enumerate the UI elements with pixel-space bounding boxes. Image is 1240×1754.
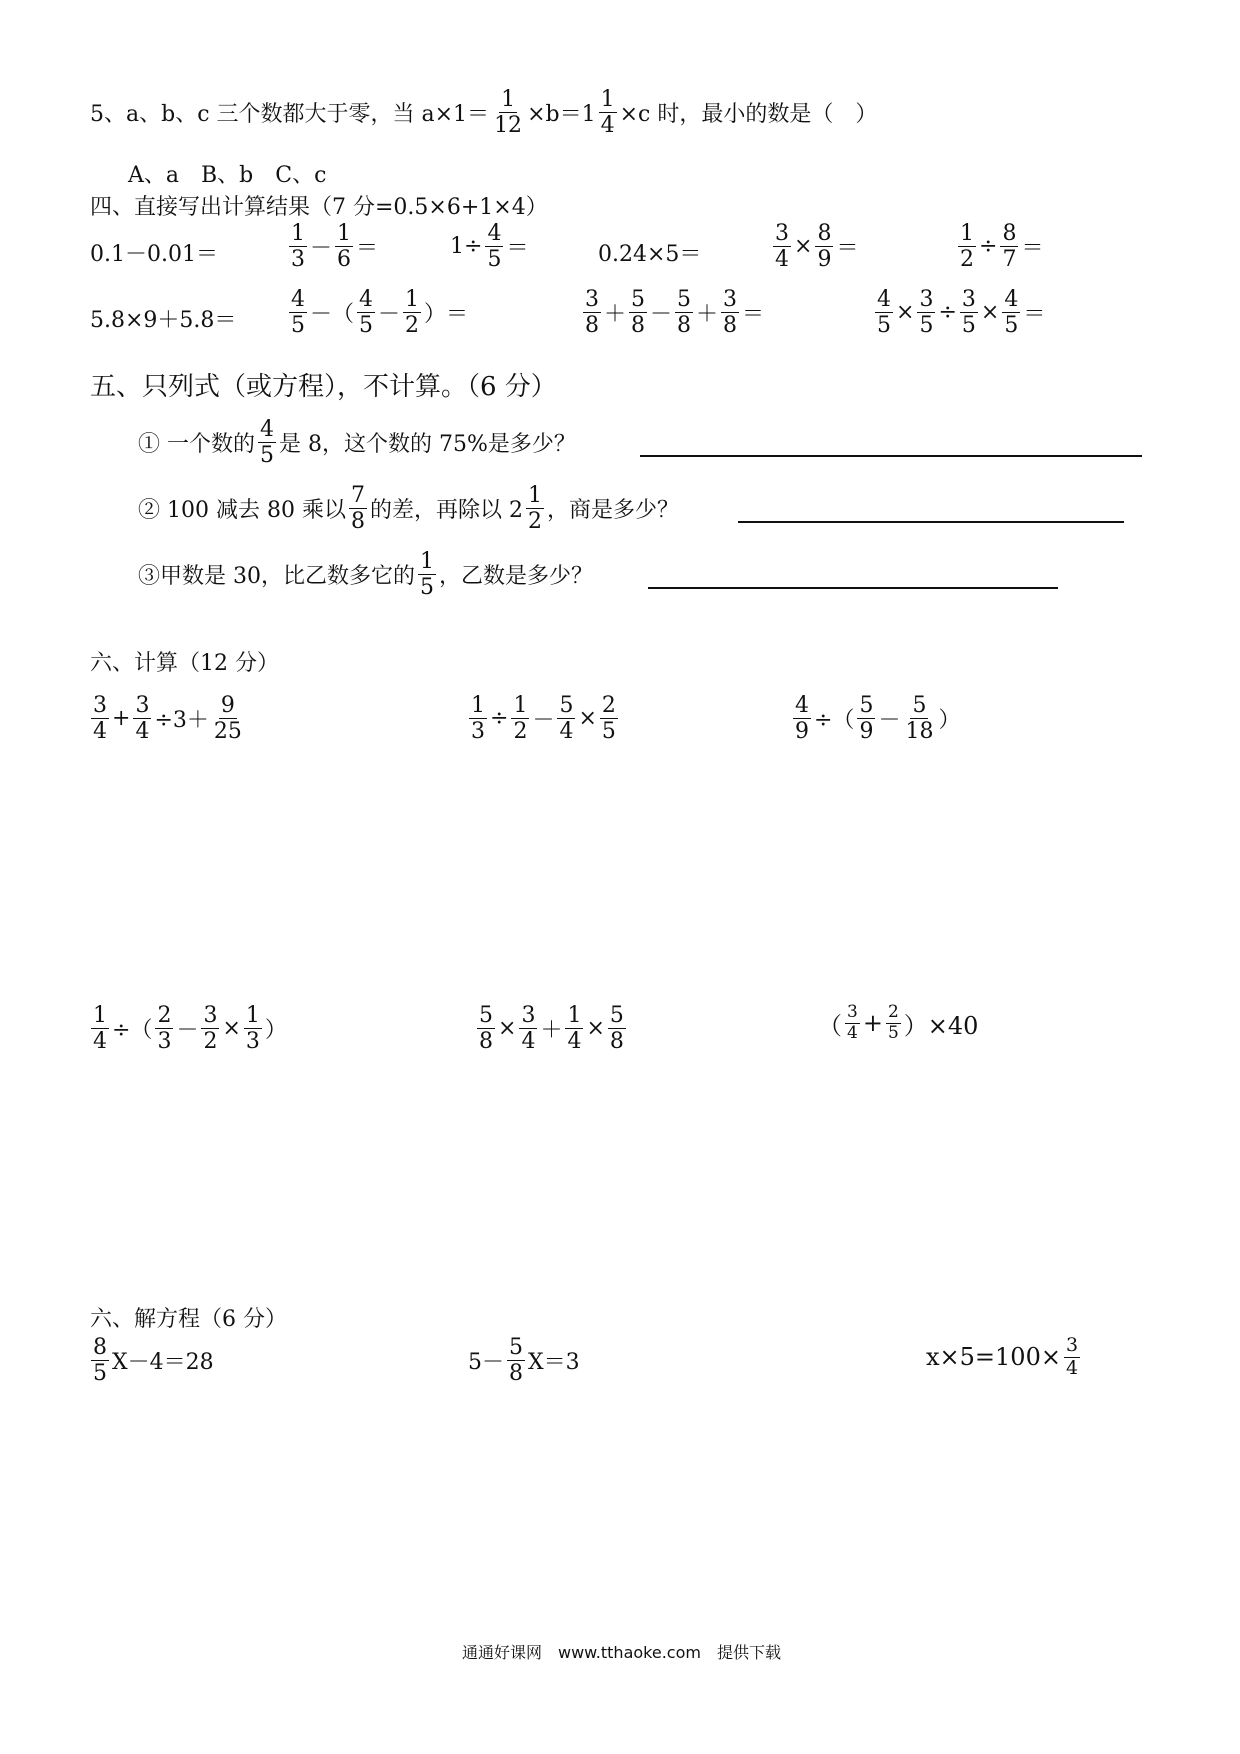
section-5-title: 五、只列式（或方程），不计算。（6 分）	[90, 372, 557, 402]
problem-5-1: ① 一个数的 $\frac{4}{5}$ 是 8，这个数的 75%是多少？	[138, 417, 576, 469]
equation-2: 5－ $\frac{5}{8}$ X＝3	[468, 1335, 580, 1387]
problem-5-3: ③甲数是 30，比乙数多它的 $\frac{1}{5}$ ，乙数是多少？	[138, 549, 594, 601]
calc-6-2: $\frac{1}{3}$ ÷ $\frac{1}{2}$ － $\frac{5}{4}$ × $\frac{2}{5}$	[471, 693, 616, 745]
calc-6-5: $\frac{5}{8}$ × $\frac{3}{4}$ ＋ $\frac{1}{4}$ × $\frac{5}{8}$	[479, 1003, 624, 1055]
answer-line[interactable]	[640, 455, 1142, 457]
question-5	[90, 88, 877, 137]
fraction: $\frac{1}{12}$	[494, 87, 523, 139]
calc-4-1: 0.1－0.01＝	[90, 242, 218, 267]
q5-options: A、a B、b C、c	[128, 163, 327, 188]
problem-5-2: ② 100 减去 80 乘以 $\frac{7}{8}$ 的差，再除以 2 $\frac{1}{2}$ ，商是多少？	[138, 483, 679, 535]
q5-text-mid: ×b＝1	[527, 102, 596, 128]
calc-4-3: 1÷ $\frac{4}{5}$ ＝	[450, 221, 529, 273]
calc-4-6: $\frac{1}{2}$ ÷ $\frac{8}{7}$ ＝	[960, 221, 1044, 273]
calc-4-5: $\frac{3}{4}$ × $\frac{8}{9}$ ＝	[775, 221, 859, 273]
q5-text-post: ×c 时，最小的数是（ ）	[619, 102, 878, 128]
calc-4-7: 5.8×9＋5.8＝	[90, 308, 237, 333]
calc-4-4: 0.24×5＝	[598, 242, 702, 267]
calc-6-4: $\frac{1}{4}$ ÷（ $\frac{2}{3}$ － $\frac{3}{2}$ × $\frac{1}{3}$ ）	[93, 1003, 287, 1055]
calc-4-10: $\frac{4}{5}$ × $\frac{3}{5}$ ÷ $\frac{3}{5}$ × $\frac{4}{5}$ ＝	[877, 287, 1046, 339]
calc-4-2: $\frac{1}{3}$ － $\frac{1}{6}$ ＝	[291, 221, 379, 273]
calc-6-1: $\frac{3}{4}$ + $\frac{3}{4}$ ÷3＋ $\frac{9}{25}$	[93, 693, 242, 745]
calc-4-9: $\frac{3}{8}$ ＋ $\frac{5}{8}$ － $\frac{5}{8}$ ＋ $\frac{3}{8}$ ＝	[585, 287, 765, 339]
answer-line[interactable]	[648, 587, 1058, 589]
answer-line[interactable]	[738, 521, 1124, 523]
footer-credit: 通通好课网 www.tthaoke.com 提供下载	[462, 1643, 781, 1662]
calc-4-8: $\frac{4}{5}$ －（ $\frac{4}{5}$ － $\frac{1}{2}$ ）＝	[291, 287, 469, 339]
section-6-title: 六、计算（12 分）	[90, 651, 279, 676]
section-4-title: 四、直接写出计算结果（7 分=0.5×6+1×4）	[90, 195, 548, 220]
equation-3: x×5=100× $\frac{3}{4}$	[926, 1334, 1079, 1379]
section-7-title: 六、解方程（6 分）	[90, 1307, 287, 1332]
fraction: $\frac{1}{4}$	[600, 87, 615, 139]
equation-1: $\frac{8}{5}$ X－4＝28	[93, 1335, 214, 1387]
calc-6-6: （ $\frac{3}{4}$ + $\frac{2}{5}$ ）×40	[818, 1002, 979, 1043]
q5-text-pre: 5、a、b、c 三个数都大于零，当 a×1＝	[90, 102, 490, 128]
calc-6-3: $\frac{4}{9}$ ÷（ $\frac{5}{9}$ － $\frac{5}{18}$ ）	[795, 693, 961, 745]
